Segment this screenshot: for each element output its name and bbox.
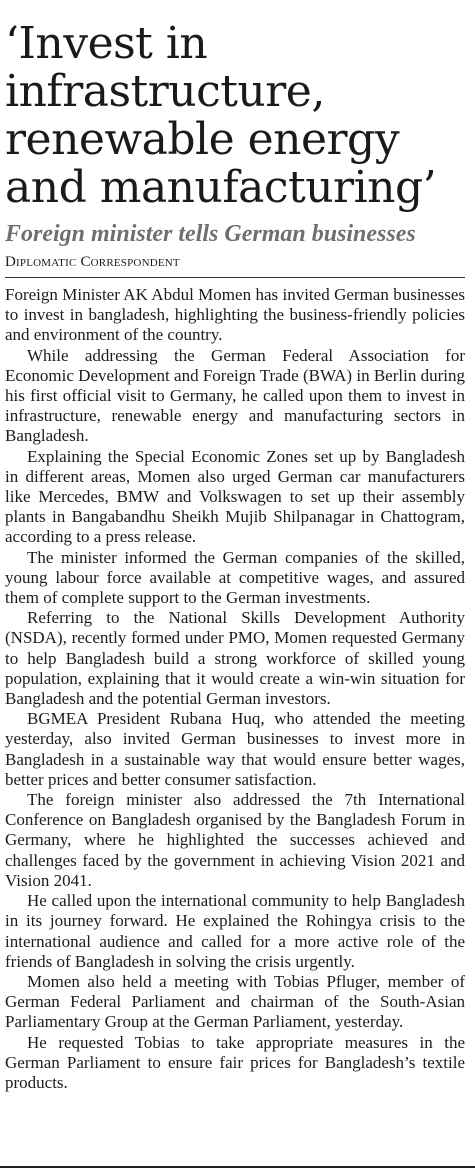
byline: Diplomatic Correspondent xyxy=(5,254,180,270)
paragraph-2: While addressing the German Federal Association for Economic Development and Foreign Trade (BWA) in Berlin during his first official visit to Germany, he called upon them to invest in infrastructure, renewable energy and manufacturing sectors in Bangladesh. xyxy=(5,345,465,446)
news-article xyxy=(5,20,465,1093)
paragraph-10: He requested Tobias to take appropriate measures in the German Parliament to ensure fair prices for Bangladesh’s textile products. xyxy=(5,1032,465,1092)
bottom-divider xyxy=(0,1166,475,1168)
byline-divider xyxy=(5,277,465,278)
paragraph-3: Explaining the Special Economic Zones set up by Bangladesh in different areas, Momen also urged German car manufacturers like Mercedes, BMW and Volkswagen to set up their assembly plants in Bangabandhu Sheikh Mujib Shilpanagar in Chattogram, according to a press release. xyxy=(5,446,465,547)
paragraph-8: He called upon the international community to help Bangladesh in its journey forward. He explained the Rohingya crisis to the international audience and called for a more active role of the friends of Bangladesh in solving the crisis urgently. xyxy=(5,891,465,971)
paragraph-5: Referring to the National Skills Development Authority (NSDA), recently formed under PMO, Momen requested Germany to help Bangladesh build a strong workforce of skilled young population, explaining that it would create a win-win situation for Bangladesh and the potential German investors. xyxy=(5,608,465,709)
paragraph-6: BGMEA President Rubana Huq, who attended the meeting yesterday, also invited German businesses to invest more in Bangladesh in a sustainable way that would ensure better wages, better prices and better consumer satisfaction. xyxy=(5,709,465,789)
paragraph-1: Foreign Minister AK Abdul Momen has invited German businesses to invest in bangladesh, highlighting the business-friendly policies and environment of the country. xyxy=(5,285,465,345)
subheadline: Foreign minister tells German businesses xyxy=(5,221,416,247)
paragraph-4: The minister informed the German companies of the skilled, young labour force available at competitive wages, and assured them of complete support to the German investments. xyxy=(5,547,465,608)
article-body xyxy=(5,285,465,1093)
paragraph-9: Momen also held a meeting with Tobias Pfluger, member of German Federal Parliament and chairman of the South-Asian Parliamentary Group at the German Parliament, yesterday. xyxy=(5,971,465,1032)
paragraph-7: The foreign minister also addressed the 7th International Conference on Bangladesh organised by the Bangladesh Forum in Germany, where he highlighted the successes achieved and challenges faced by the government in achieving Vision 2021 and Vision 2041. xyxy=(5,790,465,890)
headline: ‘Invest in infrastructure, renewable energy and manufacturing’ xyxy=(5,18,437,213)
